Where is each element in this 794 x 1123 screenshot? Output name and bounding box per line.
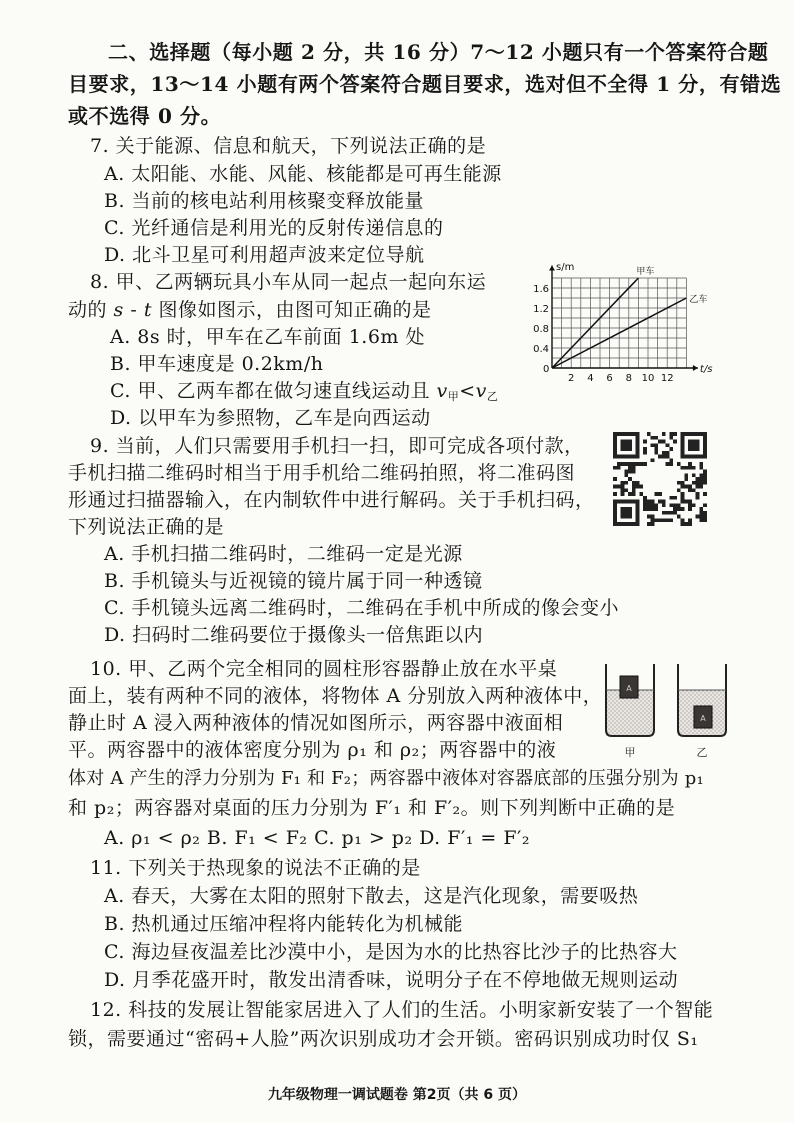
q9-stem-line3: 形通过扫描器输入，在内制软件中进行解码。关于手机扫码， [68, 489, 595, 511]
svg-text:A: A [626, 684, 632, 693]
q11-option-a: A. 春天，大雾在太阳的照射下散去，这是汽化现象，需要吸热 [104, 885, 639, 907]
q9-stem-line1: 9. 当前，人们只需要用手机扫一扫，即可完成各项付款， [90, 435, 584, 457]
q7-option-c: C. 光纤通信是利用光的反射传递信息的 [104, 217, 444, 239]
container-right [678, 664, 726, 736]
q9-option-d: D. 扫码时二维码要位于摄像头一倍焦距以内 [104, 624, 484, 646]
containers-figure [598, 658, 738, 764]
section-title-line3: 或不选得 0 分。 [68, 104, 222, 128]
q10-stem-line5: 体对 A 产生的浮力分别为 F₁ 和 F₂；两容器中液体对容器底部的压强分别为 p₁ [68, 768, 704, 789]
y-tick-label: 1.2 [533, 304, 549, 315]
y-tick-label: 1.6 [533, 284, 549, 295]
x-tick-label: 6 [606, 373, 613, 384]
x-tick-label: 12 [660, 373, 674, 384]
q12-stem-line1: 12. 科技的发展让智能家居进入了人们的生活。小明家新安装了一个智能 [90, 999, 714, 1021]
q12-stem-line2: 锁，需要通过“密码+人脸”两次识别成功才会开锁。密码识别成功时仅 S₁ [68, 1028, 699, 1050]
x-axis-arrow [693, 365, 698, 371]
q9-option-a: A. 手机扫描二维码时，二维码一定是光源 [104, 543, 463, 565]
q10-stem-line4: 平。两容器中的液体密度分别为 ρ₁ 和 ρ₂；两容器中的液 [68, 739, 557, 761]
q11-stem: 11. 下列关于热现象的说法不正确的是 [90, 857, 421, 879]
q8-option-b: B. 甲车速度是 0.2km/h [110, 353, 324, 375]
q8-option-c: C. 甲、乙两车都在做匀速直线运动且 $v_甲<v_乙$ [110, 380, 499, 403]
page-footer: 九年级物理一调试题卷 第2页（共 6 页） [267, 1087, 527, 1103]
series-label-yi: 乙车 [689, 295, 708, 305]
x-tick-label: 8 [625, 373, 632, 384]
q9-stem-line4: 下列说法正确的是 [68, 516, 225, 538]
q10-stem-line6: 和 p₂；两容器对桌面的压力分别为 F′₁ 和 F′₂。则下列判断中正确的是 [68, 797, 676, 819]
q10-stem-line2: 面上，装有两种不同的液体，将物体 A 分别放入两种液体中， [68, 685, 603, 707]
q7-option-d: D. 北斗卫星可利用超声波来定位导航 [104, 244, 425, 266]
q8-option-d: D. 以甲车为参照物，乙车是向西运动 [110, 407, 431, 429]
container-label-right: 乙 [696, 746, 708, 759]
container-label-left: 甲 [624, 746, 636, 759]
q8-stem-line2: 动的 s - t 图像如图示，由图可知正确的是 [68, 299, 432, 321]
container-left [606, 664, 654, 736]
q9-option-b: B. 手机镜头与近视镜的镜片属于同一种透镜 [104, 570, 483, 592]
section-title-line2: 目要求，13～14 小题有两个答案符合题目要求，选对但不全得 1 分，有错选 [68, 72, 782, 96]
svg-text:A: A [700, 714, 706, 723]
series-label-jia: 甲车 [636, 267, 655, 277]
x-axis-label: t/s [699, 364, 713, 375]
y-axis-label: s/m [556, 262, 575, 273]
x-tick-label: 2 [568, 373, 575, 384]
q7-option-b: B. 当前的核电站利用核聚变释放能量 [104, 190, 425, 212]
q10-options: A. ρ₁ < ρ₂ B. F₁ < F₂ C. p₁ > p₂ D. F′₁ = F′₂ [104, 827, 530, 849]
origin-label: 0 [543, 364, 550, 375]
st-graph [528, 256, 714, 384]
section-title-line1: 二、选择题（每小题 2 分，共 16 分）7～12 小题只有一个答案符合题 [108, 40, 769, 64]
q8-stem-line1: 8. 甲、乙两辆玩具小车从同一起点一起向东运 [90, 271, 487, 293]
qr-code-image [610, 432, 710, 526]
q10-stem-line3: 静止时 A 浸入两种液体的情况如图所示，两容器中液面相 [68, 712, 564, 734]
y-tick-label: 0.8 [533, 324, 549, 335]
q11-option-b: B. 热机通过压缩冲程将内能转化为机械能 [104, 913, 464, 935]
y-tick-label: 0.4 [533, 344, 549, 355]
q7-stem: 7. 关于能源、信息和航天，下列说法正确的是 [90, 135, 487, 157]
q7-option-a: A. 太阳能、水能、风能、核能都是可再生能源 [104, 163, 502, 185]
y-axis-arrow [549, 266, 555, 271]
q11-option-d: D. 月季花盛开时，散发出清香味，说明分子在不停地做无规则运动 [104, 969, 679, 991]
q9-option-c: C. 手机镜头远离二维码时，二维码在手机中所成的像会变小 [104, 597, 619, 619]
q11-option-c: C. 海边昼夜温差比沙漠中小，是因为水的比热容比沙子的比热容大 [104, 941, 678, 963]
q10-stem-line1: 10. 甲、乙两个完全相同的圆柱形容器静止放在水平桌 [90, 658, 558, 680]
q9-stem-line2: 手机扫描二维码时相当于用手机给二维码拍照，将二准码图 [68, 462, 576, 484]
q8-option-a: A. 8s 时，甲车在乙车前面 1.6m 处 [110, 326, 425, 348]
series-line-jia [552, 278, 638, 368]
x-tick-label: 10 [641, 373, 655, 384]
x-tick-label: 4 [587, 373, 594, 384]
